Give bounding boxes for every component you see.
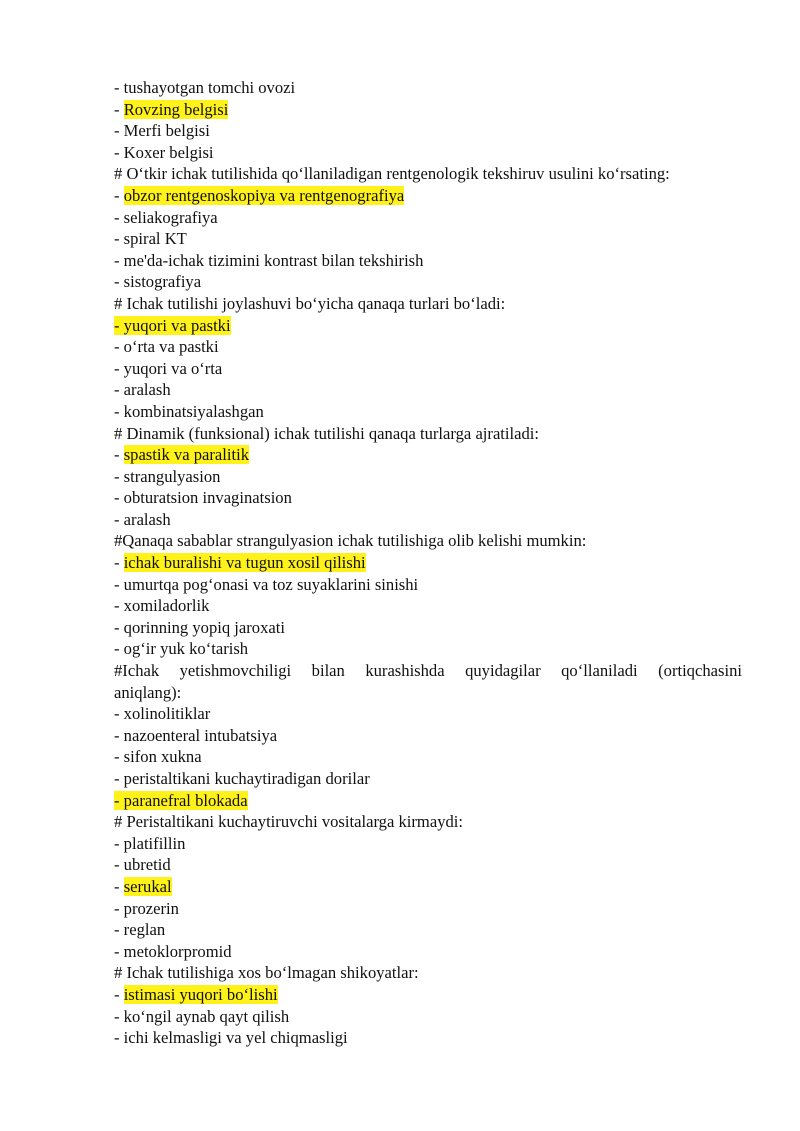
line-text: # Dinamik (funksional) ichak tutilishi qanaqa turlarga ajratiladi: [114,423,540,443]
answer-line [114,617,742,639]
line-text: - ko‘ngil aynab qayt qilish [114,1006,290,1026]
answer-line [114,919,742,941]
line-text: - aralash [114,509,171,529]
question-line [114,423,742,445]
answer-line [114,142,742,164]
answer-line [114,401,742,423]
line-text: # Peristaltikani kuchaytiruvchi vositalarga kirmaydi: [114,812,464,832]
answer-line [114,833,742,855]
answer-line [114,358,742,380]
line-text: # Ichak tutilishiga xos bo‘lmagan shikoyatlar: [114,963,419,983]
line-text: - ichi kelmasligi va yel chiqmasligi [114,1028,348,1048]
question-line [114,530,742,552]
answer-line [114,185,742,207]
line-text: - yuqori va o‘rta [114,358,223,378]
answer-line [114,250,742,272]
line-text: - sistografiya [114,272,202,292]
line-text: - reglan [114,920,166,940]
question-line [114,163,742,185]
line-text: #Ichak yetishmovchiligi bilan kurashishda quyidagilar qo‘llaniladi (ortiqchasini [114,661,742,681]
document-text [114,77,742,1049]
line-text: # Ichak tutilishi joylashuvi bo‘yicha qanaqa turlari bo‘ladi: [114,293,506,313]
answer-line [114,315,742,337]
line-text: - sifon xukna [114,747,202,767]
line-text: - me'da-ichak tizimini kontrast bilan tekshirish [114,250,424,270]
answer-line [114,1006,742,1028]
answer-line [114,595,742,617]
highlighted-answer-text: serukal [123,876,172,896]
line-text: - platifillin [114,833,186,853]
answer-line [114,1027,742,1049]
highlighted-answer-text: ichak buralishi va tugun xosil qilishi [123,553,366,573]
answer-line [114,941,742,963]
line-text: - xomiladorlik [114,596,210,616]
answer-line [114,682,742,704]
answer-line [114,725,742,747]
line-text: - Koxer belgisi [114,142,214,162]
line-text: - prozerin [114,898,179,918]
question-line [114,962,742,984]
answer-line [114,898,742,920]
line-prefix: - [114,99,124,119]
line-prefix: - [114,445,124,465]
answer-line [114,638,742,660]
answer-line [114,552,742,574]
answer-line [114,854,742,876]
line-text: aniqlang): [114,682,182,702]
line-prefix: - [114,984,124,1004]
answer-line [114,336,742,358]
highlighted-answer-text: - yuqori va pastki [114,315,231,335]
answer-line [114,876,742,898]
line-text: - og‘ir yuk ko‘tarish [114,639,249,659]
answer-line [114,574,742,596]
line-text: - kombinatsiyalashgan [114,401,264,421]
line-text: - aralash [114,380,171,400]
line-prefix: - [114,185,124,205]
answer-line [114,790,742,812]
question-line [114,293,742,315]
question-line [114,811,742,833]
highlighted-answer-text: istimasi yuqori bo‘lishi [123,984,278,1004]
question-line [114,660,742,682]
highlighted-answer-text: Rovzing belgisi [123,99,229,119]
answer-line [114,509,742,531]
line-text: #Qanaqa sabablar strangulyasion ichak tutilishiga olib kelishi mumkin: [114,531,587,551]
line-text: - nazoenteral intubatsiya [114,725,278,745]
answer-line [114,746,742,768]
answer-line [114,703,742,725]
answer-line [114,768,742,790]
line-text: - xolinolitiklar [114,704,211,724]
answer-line [114,984,742,1006]
line-text: - o‘rta va pastki [114,337,219,357]
highlighted-answer-text: obzor rentgenoskopiya va rentgenografiya [123,185,405,205]
line-text: - tushayotgan tomchi ovozi [114,78,296,97]
answer-line [114,379,742,401]
line-text: - strangulyasion [114,466,221,486]
answer-line [114,444,742,466]
line-text: - Merfi belgisi [114,121,210,141]
line-text: - spiral KT [114,229,187,249]
answer-line [114,487,742,509]
highlighted-answer-text: spastik va paralitik [123,445,250,465]
answer-line [114,271,742,293]
answer-line [114,77,742,99]
line-text: - seliakografiya [114,207,218,227]
line-text: - umurtqa pog‘onasi va toz suyaklarini sinishi [114,574,419,594]
line-text: - obturatsion invaginatsion [114,488,292,508]
line-prefix: - [114,876,124,896]
highlighted-answer-text: - paranefral blokada [114,790,248,810]
answer-line [114,99,742,121]
line-text: # O‘tkir ichak tutilishida qo‘llaniladigan rentgenologik tekshiruv usulini ko‘rsating: [114,164,670,184]
line-text: - qorinning yopiq jaroxati [114,617,285,637]
answer-line [114,120,742,142]
line-text: - ubretid [114,855,171,875]
answer-line [114,207,742,229]
line-text: - peristaltikani kuchaytiradigan dorilar [114,769,370,788]
answer-line [114,228,742,250]
answer-line [114,466,742,488]
line-text: - metoklorpromid [114,941,232,961]
line-prefix: - [114,553,124,573]
